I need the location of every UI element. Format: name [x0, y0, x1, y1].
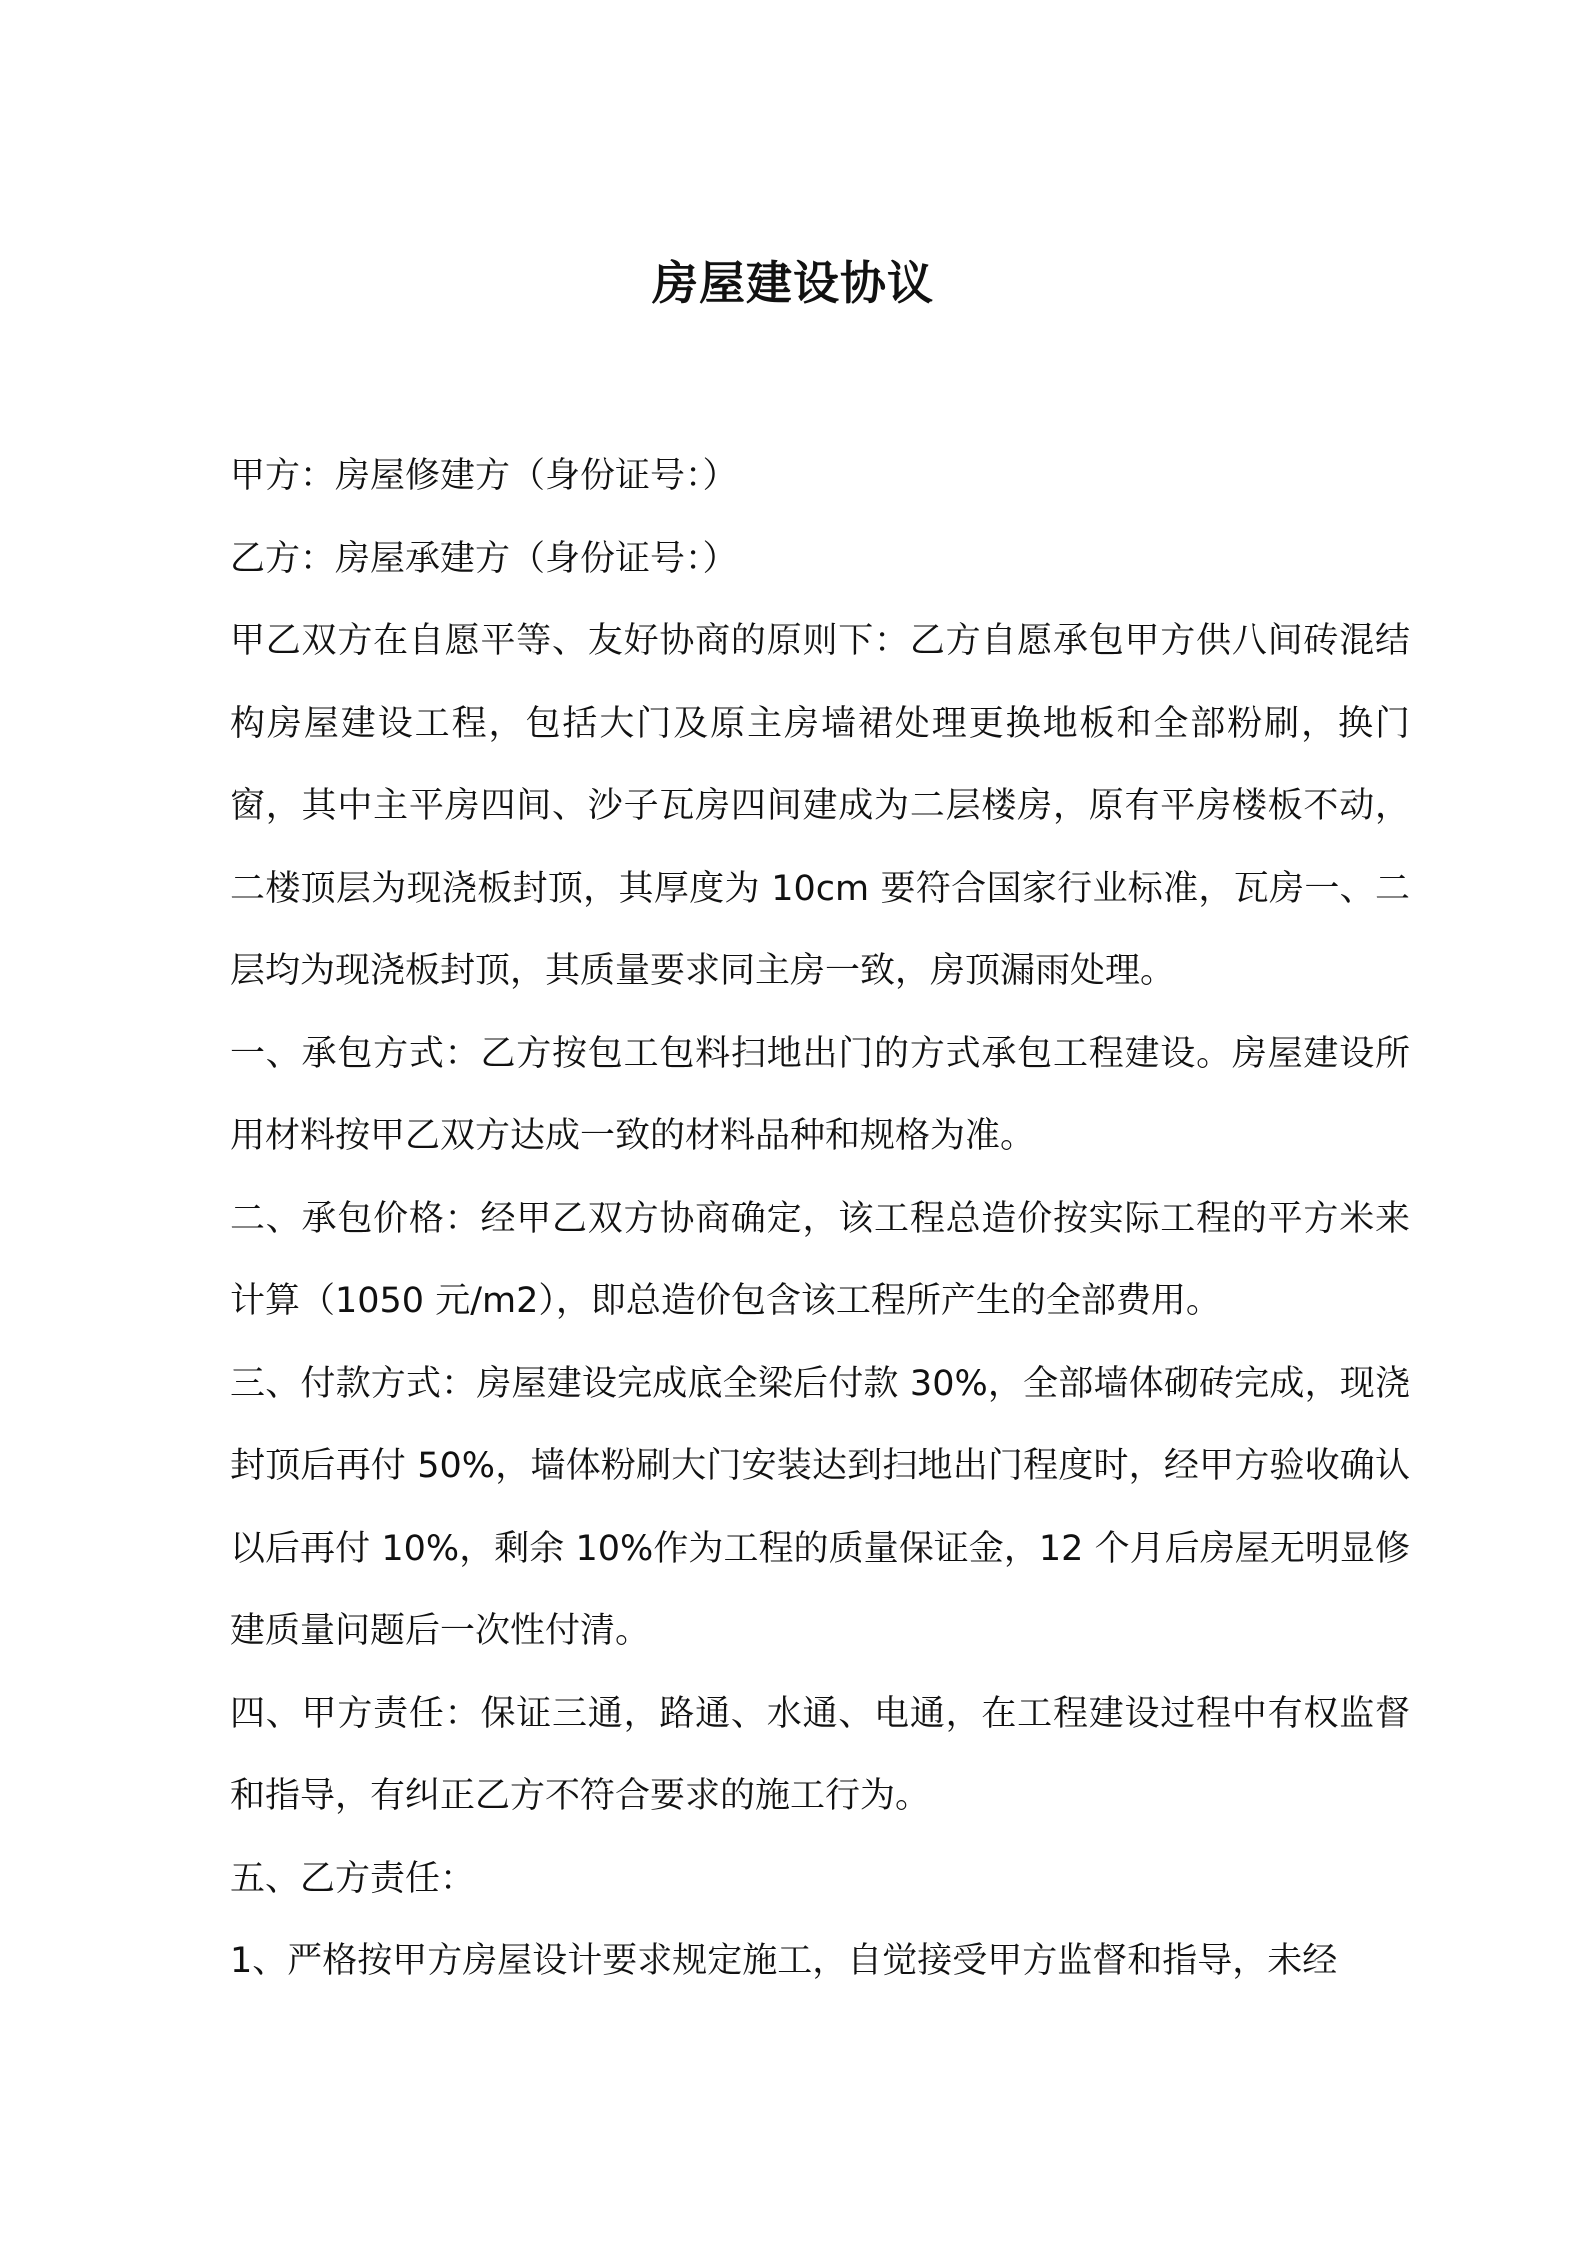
preamble-paragraph: 甲乙双方在自愿平等、友好协商的原则下：乙方自愿承包甲方供八间砖混结构房屋建设工程，包括大门及原主房墙裙处理更换地板和全部粉刷，换门窗，其中主平房四间、沙子瓦房四间建成为二层楼房，原有平房楼板不动，二楼顶层为现浇板封顶，其厚度为 10cm 要符合国家行业标准，瓦房一、二层均为现浇板封顶，其质量要求同主房一致，房顶漏雨处理。 — [230, 621, 1410, 991]
clause-1-contract-method: 一、承包方式：乙方按包工包料扫地出门的方式承包工程建设。房屋建设所用材料按甲乙双方达成一致的材料品种和规格为准。 — [230, 1033, 1410, 1156]
document-title: 房屋建设协议 — [652, 256, 934, 310]
clause-5-party-b-duties-heading: 五、乙方责任： — [230, 1858, 476, 1899]
party-a-line: 甲方：房屋修建方（身份证号：） — [230, 456, 738, 496]
document-body — [230, 435, 1410, 2003]
clause-3-payment-method: 三、付款方式：房屋建设完成底全梁后付款 30%，全部墙体砌砖完成，现浇封顶后再付 50%，墙体粉刷大门安装达到扫地出门程度时，经甲方验收确认以后再付 10%，剩余 10%作为工程的质量保证金，12 个月后房屋无明显修建质量问题后一次性付清。 — [230, 1363, 1410, 1651]
party-b-line: 乙方：房屋承建方（身份证号：） — [230, 538, 738, 579]
clause-4-party-a-duties: 四、甲方责任：保证三通，路通、水通、电通，在工程建设过程中有权监督和指导，有纠正乙方不符合要求的施工行为。 — [230, 1693, 1410, 1816]
clause-5-item-1: 1、严格按甲方房屋设计要求规定施工，自觉接受甲方监督和指导，未经 — [230, 1941, 1338, 1981]
clause-2-contract-price: 二、承包价格：经甲乙双方协商确定，该工程总造价按实际工程的平方米来计算（1050 元/m2），即总造价包含该工程所产生的全部费用。 — [230, 1198, 1410, 1321]
